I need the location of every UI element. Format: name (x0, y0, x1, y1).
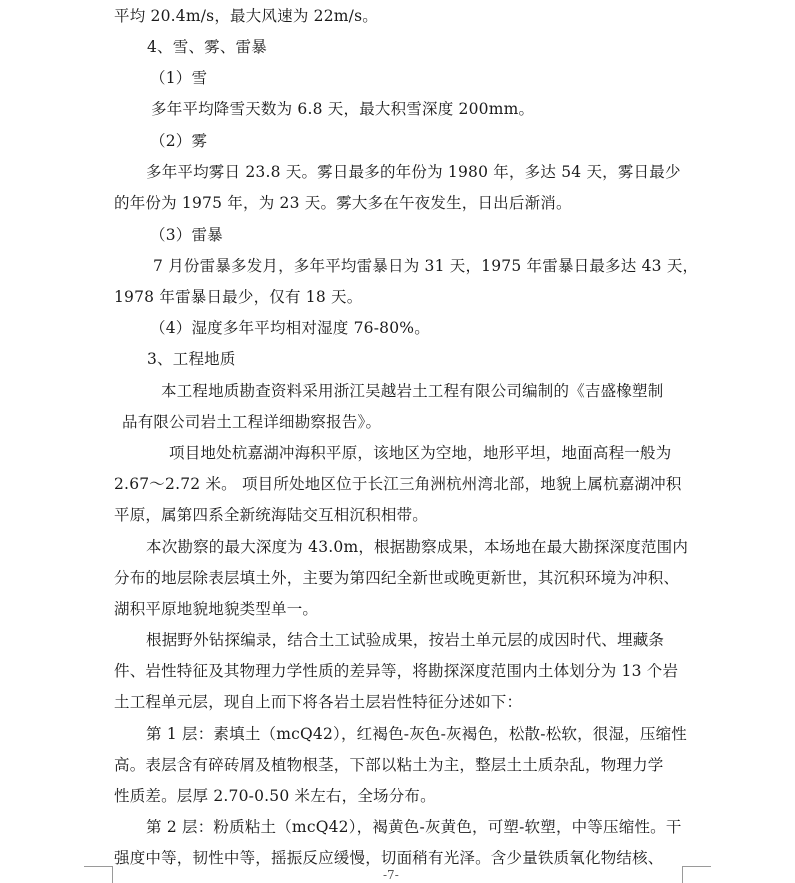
section-heading: 4、雪、雾、雷暴 (147, 38, 267, 56)
text-line: 多年平均降雪天数为 6.8 天，最大积雪深度 200mm。 (151, 100, 535, 118)
text-line: 多年平均雾日 23.8 天。雾日最多的年份为 1980 年，多达 54 天，雾日最少 (146, 163, 681, 181)
text-line: 本工程地质勘查资料采用浙江吴越岩土工程有限公司编制的《吉盛橡塑制 (161, 382, 664, 400)
subsection-heading: （1）雪 (150, 69, 208, 87)
text-line: 平原，属第四系全新统海陆交互相沉积相带。 (114, 506, 429, 524)
text-line: 高。表层含有碎砖屑及植物根茎，下部以粘土为主，整层土土质杂乱，物理力学 (114, 756, 664, 774)
page-number: -7- (383, 868, 399, 882)
text-line: 根据野外钻探编录，结合土工试验成果，按岩土单元层的成因时代、埋藏条 (146, 631, 665, 649)
text-line: 7 月份雷暴多发月，多年平均雷暴日为 31 天，1975 年雷暴日最多达 43 天， (153, 257, 699, 275)
text-line: 1978 年雷暴日最少，仅有 18 天。 (114, 288, 363, 306)
text-line: （4）湿度多年平均相对湿度 76-80%。 (150, 319, 430, 337)
text-line: 第 2 层：粉质粘土（mcQ42），褐黄色-灰黄色，可塑-软塑，中等压缩性。干 (146, 818, 682, 836)
subsection-heading: （3）雷暴 (150, 226, 223, 244)
text-line: 品有限公司岩土工程详细勘察报告》。 (122, 413, 382, 431)
crop-mark-right (682, 866, 711, 883)
text-line: 强度中等，韧性中等，摇振反应缓慢，切面稍有光泽。含少量铁质氧化物结核、 (114, 849, 664, 867)
text-line: 平均 20.4m/s，最大风速为 22m/s。 (114, 7, 378, 25)
text-line: 本次勘察的最大深度为 43.0m，根据勘察成果，本场地在最大勘探深度范围内 (146, 538, 689, 556)
section-heading: 3、工程地质 (147, 350, 236, 368)
text-line: 2.67～2.72 米。 项目所处地区位于长江三角洲杭州湾北部，地貌上属杭嘉湖冲积 (114, 475, 682, 493)
text-line: 性质差。层厚 2.70-0.50 米左右，全场分布。 (114, 787, 436, 805)
crop-mark-left (84, 866, 113, 883)
text-line: 的年份为 1975 年，为 23 天。雾大多在午夜发生，日出后渐消。 (114, 194, 572, 212)
text-line: 件、岩性特征及其物理力学性质的差异等，将勘探深度范围内土体划分为 13 个岩 (114, 662, 679, 680)
subsection-heading: （2）雾 (150, 132, 208, 150)
text-line: 湖积平原地貌地貌类型单一。 (114, 600, 319, 618)
text-line: 项目地处杭嘉湖冲海积平原，该地区为空地，地形平坦，地面高程一般为 (169, 444, 672, 462)
text-line: 分布的地层除表层填土外，主要为第四纪全新世或晚更新世，其沉积环境为冲积、 (114, 569, 680, 587)
text-line: 第 1 层：素填土（mcQ42），红褐色-灰色-灰褐色，松散-松软，很湿，压缩性 (146, 725, 687, 743)
text-line: 土工程单元层，现自上而下将各岩土层岩性特征分述如下： (114, 693, 523, 711)
